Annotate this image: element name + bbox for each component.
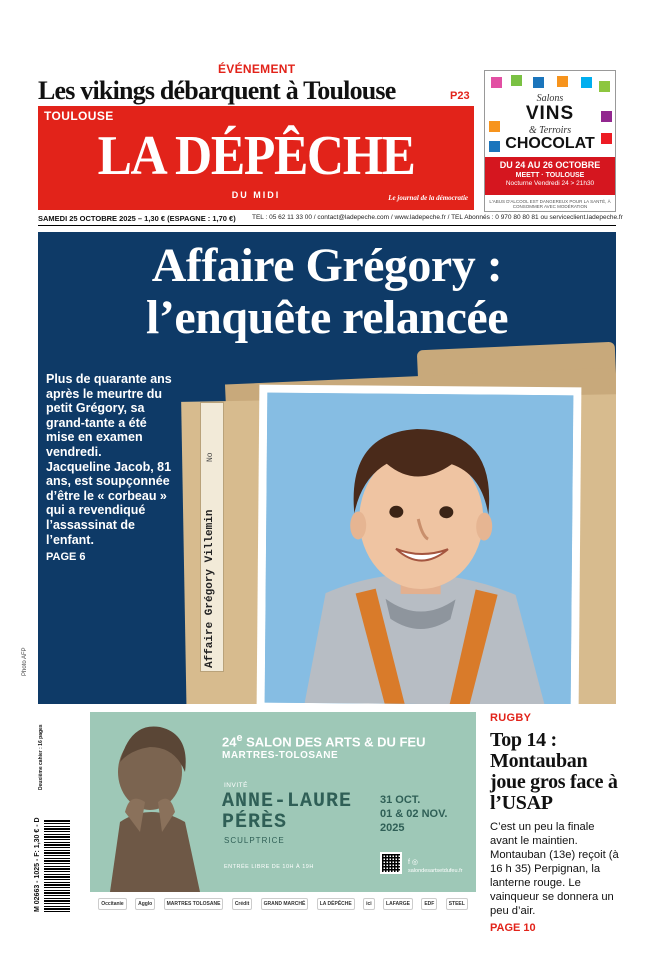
lede-page-ref[interactable]: PAGE 6	[46, 551, 86, 564]
decor-square-icon	[557, 76, 568, 87]
rugby-story[interactable]	[490, 712, 620, 934]
sponsor-logo: LAFARGE	[383, 898, 413, 910]
salon-date: 31 OCT.	[380, 794, 421, 806]
salon-artist-role: SCULPTRICE	[224, 836, 285, 845]
salon-artist-first: ANNE-LAURE	[222, 790, 353, 813]
social-icons[interactable]: f ◎	[408, 859, 418, 866]
contact-line[interactable]: TEL : 05 62 11 33 00 / contact@ladepeche.com / www.ladepeche.fr / TEL Abonnés : 0 970 80 80 81 ou serviceclient.ladepeche.fr	[252, 214, 623, 221]
rugby-body: C’est un peu la finale avant le maintien. Montauban (13e) reçoit (à 16 h 35) Perpignan, la lanterne rouge. Le vainqueur se donnera un peu d’air.	[490, 821, 619, 917]
salon-title-sup: e	[236, 732, 243, 744]
qr-code-icon[interactable]	[380, 852, 402, 874]
sponsor-logo: LA DÉPÊCHE	[317, 898, 355, 910]
vins-chocolat-ad[interactable]	[484, 70, 616, 212]
sculpture-illustration	[90, 712, 220, 892]
masthead-title: LA DÉPÊCHE	[97, 125, 415, 187]
headline-line-2: l’enquête relancée	[146, 291, 508, 344]
lede-paragraph: Jacqueline Jacob, 81 ans, est soupçonnée d’être le « corbeau » qui a revendiqué l’assassinat de l’enfant.	[46, 459, 172, 547]
vins-fine-print: L'ABUS D'ALCOOL EST DANGEREUX POUR LA SANTÉ, À CONSOMMER AVEC MODÉRATION	[489, 199, 611, 209]
child-portrait-illustration	[265, 393, 574, 704]
sponsor-logo: Occitanie	[98, 898, 127, 910]
vins-info-box	[485, 157, 615, 195]
issue-date-price: SAMEDI 25 OCTOBRE 2025 – 1,30 € (ESPAGNE : 1,70 €)	[38, 214, 236, 223]
sponsor-strip	[90, 892, 476, 916]
main-headline[interactable]	[38, 240, 616, 344]
sponsor-logo: Agglo	[135, 898, 155, 910]
vins-salons: Salons	[536, 93, 564, 104]
second-section-note: Deuxième cahier : 16 pages	[38, 724, 44, 790]
salon-year: 2025	[380, 822, 405, 834]
main-story[interactable]	[38, 232, 616, 704]
salon-artist-last: PÉRÈS	[222, 811, 288, 834]
vins-chocolat: CHOCOLAT	[505, 135, 595, 152]
masthead-slogan: Le journal de la démocratie	[388, 194, 468, 202]
vins-terroirs: & Terroirs	[528, 125, 572, 136]
lede-paragraph: Plus de quarante ans après le meurtre du petit Grégory, sa grand-tante a été mise en examen vendredi.	[46, 372, 172, 459]
vins-place: MEETT · TOULOUSE	[515, 172, 585, 179]
decor-square-icon	[533, 77, 544, 88]
folder-label-text: Affaire Grégory Villemin	[204, 509, 216, 668]
teaser-label: ÉVÉNEMENT	[218, 62, 296, 76]
child-photo	[265, 393, 574, 704]
vins-vins: VINS	[525, 103, 575, 124]
vins-dates: DU 24 AU 26 OCTOBRE	[499, 160, 601, 170]
teaser-page: P23	[450, 90, 470, 102]
decor-square-icon	[581, 77, 592, 88]
barcode-text: M 02663 - 1025 - F: 1,30 € - D	[34, 817, 41, 912]
sponsor-logo: GRAND MARCHÉ	[261, 898, 309, 910]
masthead	[38, 106, 474, 210]
headline-line-1: Affaire Grégory :	[151, 239, 503, 292]
salon-entry: ENTRÉE LIBRE DE 10H À 19H	[224, 864, 314, 870]
salon-title-num: 24	[222, 734, 237, 750]
barcode-icon	[44, 820, 70, 912]
masthead-subtitle: DU MIDI	[231, 190, 281, 200]
sponsor-logo: Crédit	[232, 898, 252, 910]
info-bar	[38, 212, 623, 226]
salon-invite: INVITÉ	[224, 782, 248, 789]
rugby-page-ref[interactable]: PAGE 10	[490, 922, 536, 934]
salon-date: 01 & 02 NOV.	[380, 808, 448, 820]
decor-square-icon	[491, 77, 502, 88]
salon-title	[222, 732, 425, 749]
folder-no: No	[206, 452, 215, 462]
main-lede	[46, 372, 174, 563]
rugby-title[interactable]: Top 14 : Montauban joue gros face à l’USAP	[490, 729, 618, 814]
masthead-city: TOULOUSE	[44, 109, 114, 123]
decor-square-icon	[511, 75, 522, 86]
salon-url[interactable]: salondesartsetdufeu.fr	[408, 868, 463, 874]
rugby-kicker: RUGBY	[490, 712, 532, 724]
decor-square-icon	[599, 81, 610, 92]
salon-place: MARTRES-TOLOSANE	[222, 750, 339, 761]
sponsor-logo: ici	[363, 898, 375, 910]
sponsor-logo: MARTRES TOLOSANE	[164, 898, 224, 910]
sponsor-logo: STEEL	[446, 898, 468, 910]
salon-arts-feu-ad[interactable]	[90, 712, 476, 916]
salon-title-rest: SALON DES ARTS & DU FEU	[246, 734, 426, 750]
sponsor-logo: EDF	[421, 898, 437, 910]
vins-hours: Nocturne Vendredi 24 > 21h30	[505, 180, 595, 187]
photo-credit: Photo AFP	[22, 647, 28, 676]
teaser-title[interactable]: Les vikings débarquent à Toulouse	[38, 76, 396, 105]
